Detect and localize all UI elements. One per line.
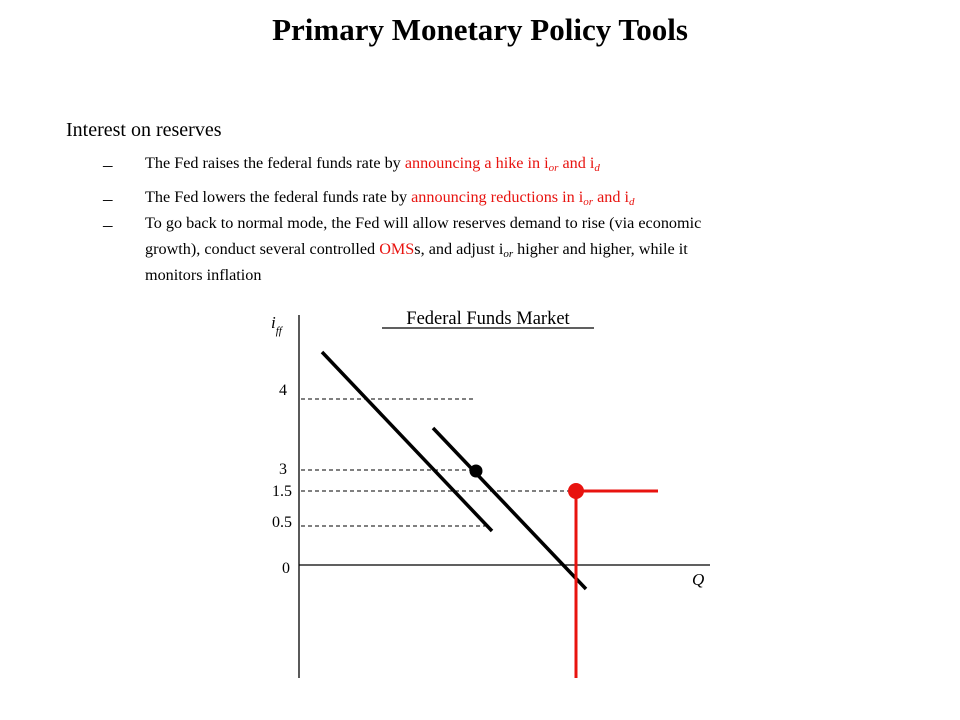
bullet-dash: – xyxy=(103,215,113,236)
equilibrium-point-red xyxy=(568,483,584,499)
highlight-text: announcing a hike in i xyxy=(404,154,549,172)
oms-highlight: OMS xyxy=(379,240,415,258)
bullet-line-3: monitors inflation xyxy=(145,266,262,284)
line2-mid: s, and adjust i xyxy=(414,240,504,258)
bullet-dash: – xyxy=(103,155,113,176)
bullet-raise-text: The Fed raises the federal funds rate by xyxy=(145,154,405,172)
line2-end: higher and higher, while it xyxy=(513,240,688,258)
subscript-or: or xyxy=(503,248,514,260)
demand-curve-original xyxy=(322,352,492,531)
y-tick-label: 0.5 xyxy=(272,514,292,531)
subscript-d: d xyxy=(629,196,635,208)
chart-title: Federal Funds Market xyxy=(406,309,570,329)
y-axis-label-main: i xyxy=(271,313,276,332)
subscript-or: or xyxy=(548,162,559,174)
y-tick-label: 0 xyxy=(282,560,290,577)
bullet-line-1: To go back to normal mode, the Fed will allow reserves demand to rise (via economic xyxy=(145,214,702,232)
y-tick-label: 3 xyxy=(279,461,287,478)
line2-text: growth), conduct several controlled xyxy=(145,240,380,258)
subscript-or: or xyxy=(583,196,594,208)
equilibrium-point-black xyxy=(470,465,483,478)
bullet-lower-text: The Fed lowers the federal funds rate by xyxy=(145,188,412,206)
highlight-text: announcing reductions in i xyxy=(411,188,584,206)
y-axis-label-sub: ff xyxy=(275,325,282,337)
highlight-and: and i xyxy=(558,154,595,172)
y-tick-label: 1.5 xyxy=(272,483,292,500)
highlight-and: and i xyxy=(593,188,630,206)
section-heading: Interest on reserves xyxy=(66,119,222,141)
y-axis-label xyxy=(271,313,284,337)
slide-title: Primary Monetary Policy Tools xyxy=(272,12,688,47)
x-axis-label: Q xyxy=(692,570,705,589)
y-tick-label: 4 xyxy=(279,382,287,399)
bullet-dash: – xyxy=(103,189,113,210)
subscript-d: d xyxy=(594,162,600,174)
